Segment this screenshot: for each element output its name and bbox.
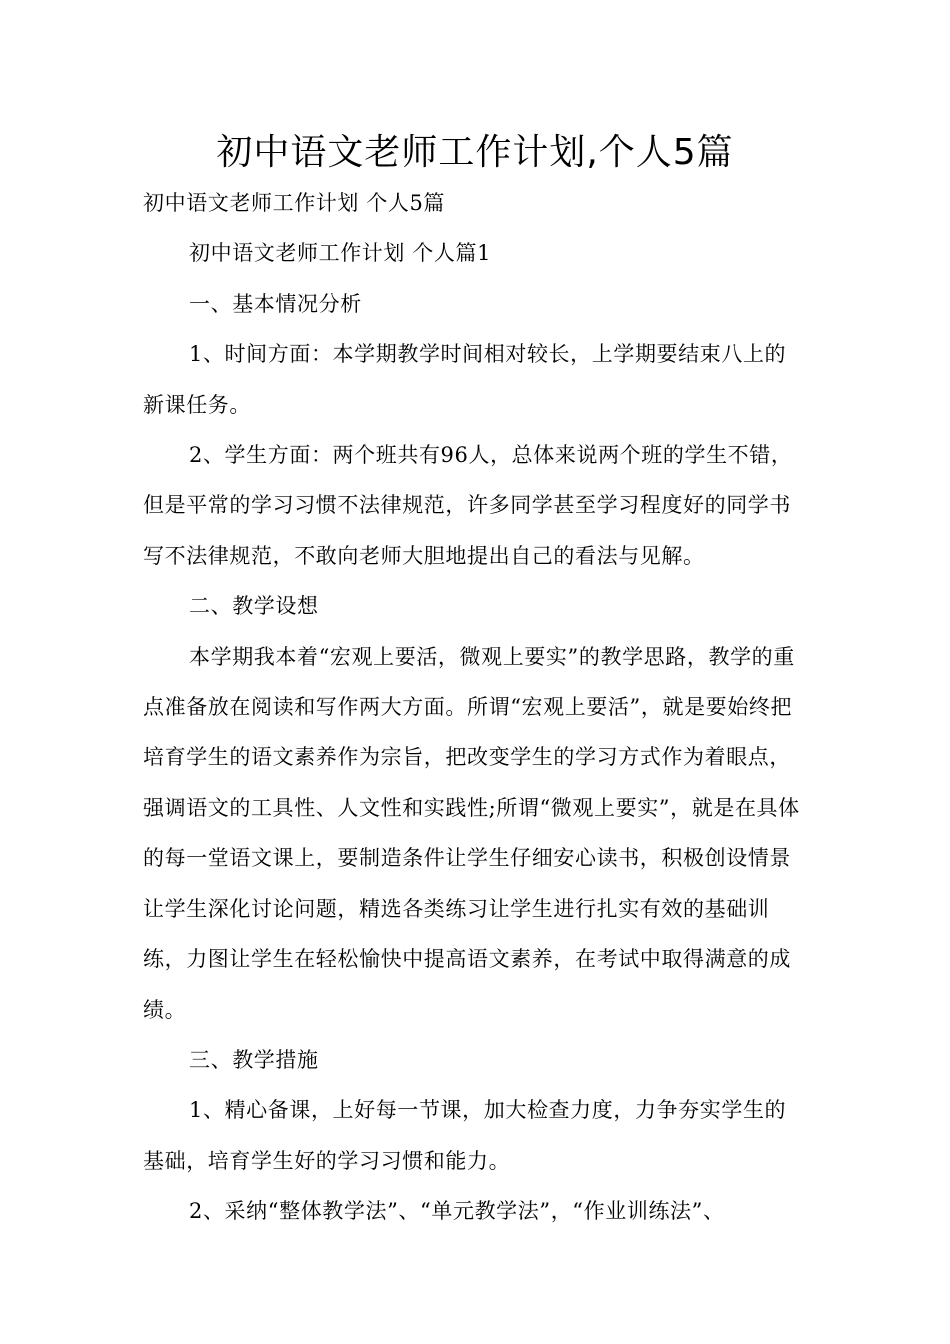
paragraph: 2、采纳“整体教学法”、“单元教学法”，“作业训练法”、	[189, 1199, 725, 1224]
paragraph: 2、学生方面：两个班共有96人，总体来说两个班的学生不错，但是平常的学习习惯不法律规范，许多同学甚至学习程度好的同学书写不法律规范，不敢向老师大胆地提出自己的看法与见解。	[143, 443, 793, 568]
document-title: 初中语文老师工作计划,个人5篇	[216, 132, 734, 173]
paragraph: 1、时间方面：本学期教学时间相对较长，上学期要结束八上的新课任务。	[143, 342, 787, 417]
paragraph-heading-3: 三、教学措施	[189, 1047, 319, 1072]
paragraph: 本学期我本着“宏观上要活，微观上要实”的教学思路，教学的重点准备放在阅读和写作两大方面。所谓“宏观上要活”，就是要始终把培育学生的语文素养作为宗旨，把改变学生的学习方式作为着眼点，强调语文的工具性、人文性和实践性;所谓“微观上要实”，就是在具体的每一堂语文课上，要制造条件让学生仔细安心读书，积极创设情景让学生深化讨论问题，精选各类练习让学生进行扎实有效的基础训练，力图让学生在轻松愉快中提高语文素养，在考试中取得满意的成绩。	[143, 644, 800, 1022]
paragraph: 1、精心备课，上好每一节课，加大检查力度，力争夯实学生的基础，培育学生好的学习习惯和能力。	[143, 1098, 787, 1173]
paragraph-heading-1: 一、基本情况分析	[189, 291, 362, 316]
paragraph-subtitle: 初中语文老师工作计划 个人5篇	[143, 191, 446, 215]
paragraph-section-heading: 初中语文老师工作计划 个人篇1	[189, 241, 492, 266]
document-body	[143, 178, 807, 1237]
paragraph-heading-2: 二、教学设想	[189, 594, 319, 619]
